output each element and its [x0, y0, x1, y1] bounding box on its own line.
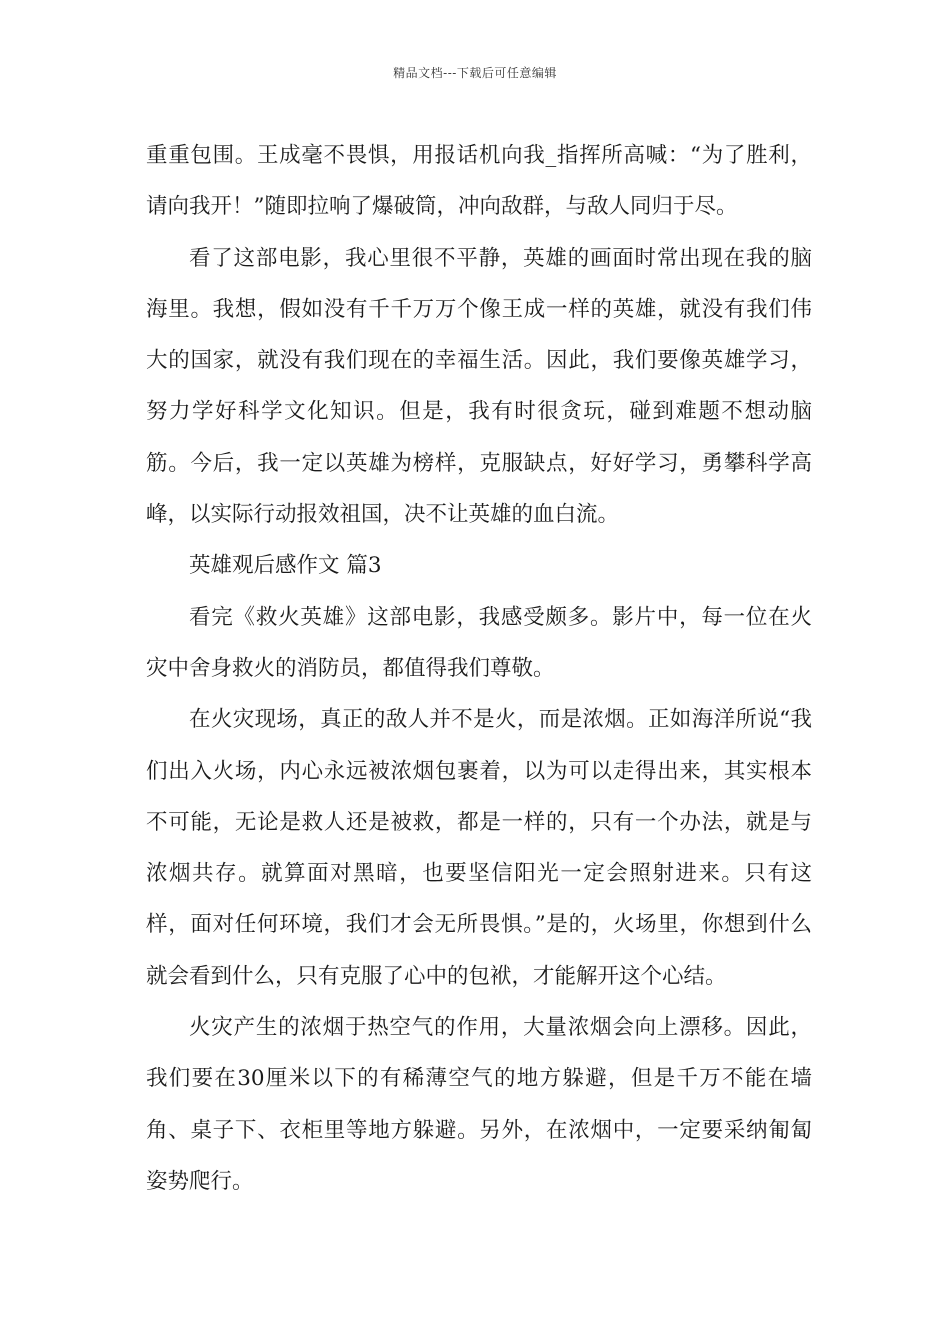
- paragraph-5: 火灾产生的浓烟于热空气的作用，大量浓烟会向上漂移。因此，我们要在30厘米以下的有稀薄空气的地方躲避，但是千万不能在墙角、桌子下、衣柜里等地方躲避。另外，在浓烟中，一定要采纳匍匐姿势爬行。: [146, 1015, 812, 1194]
- paragraph-3: 看完《救火英雄》这部电影，我感受颇多。影片中，每一位在火灾中舍身救火的消防员，都值得我们尊敬。: [146, 604, 812, 681]
- page-header: 精品文档---下载后可任意编辑: [393, 66, 557, 80]
- section-heading: 英雄观后感作文 篇3: [189, 553, 382, 579]
- paragraph-2: 看了这部电影，我心里很不平静，英雄的画面时常出现在我的脑海里。我想，假如没有千千万万个像王成一样的英雄，就没有我们伟大的国家，就没有我们现在的幸福生活。因此，我们要像英雄学习，努力学好科学文化知识。但是，我有时很贪玩，碰到难题不想动脑筋。今后，我一定以英雄为榜样，克服缺点，好好学习，勇攀科学高峰，以实际行动报效祖国，决不让英雄的血白流。: [146, 245, 812, 528]
- paragraph-4: 在火灾现场，真正的敌人并不是火，而是浓烟。正如海洋所说“我们出入火场，内心永远被浓烟包裹着，以为可以走得出来，其实根本不可能，无论是救人还是被救，都是一样的，只有一个办法，就是与浓烟共存。就算面对黑暗，也要坚信阳光一定会照射进来。只有这样，面对任何环境，我们才会无所畏惧。”是的，火场里，你想到什么就会看到什么，只有克服了心中的包袱，才能解开这个心结。: [146, 707, 812, 989]
- document-body: [146, 130, 812, 1207]
- paragraph-1: 重重包围。王成毫不畏惧，用报话机向我_指挥所高喊：“为了胜利，请向我开！”随即拉响了爆破筒，冲向敌群，与敌人同归于尽。: [146, 143, 812, 220]
